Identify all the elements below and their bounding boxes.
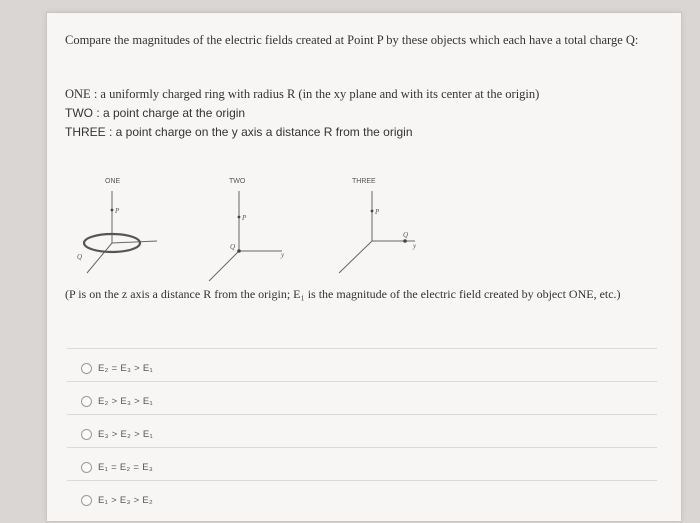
question-card	[46, 12, 682, 522]
figure-three-p: P	[375, 208, 380, 216]
divider	[67, 480, 657, 481]
radio-button[interactable]	[81, 396, 92, 407]
divider	[67, 348, 657, 349]
figure-three-q: Q	[403, 231, 409, 239]
point-charge-two	[237, 249, 241, 253]
answer-option-3[interactable]	[81, 425, 153, 443]
radio-button[interactable]	[81, 363, 92, 374]
point-charge-three	[403, 239, 407, 243]
answer-option-2[interactable]	[81, 392, 153, 410]
figure-three-label: THREE	[352, 178, 376, 185]
object-definitions	[65, 85, 539, 142]
figure-two-label: TWO	[229, 178, 246, 185]
point-p-three	[371, 210, 374, 213]
figure-one-label: ONE	[105, 178, 121, 185]
answer-option-label: E₃ > E₂ > E₁	[98, 428, 154, 440]
figure-three-y: y	[413, 242, 417, 250]
answer-option-1[interactable]	[81, 359, 153, 377]
charge-configuration-figure	[67, 173, 447, 293]
figure-one-p: P	[115, 207, 120, 215]
divider	[67, 414, 657, 415]
figure-two-q: Q	[230, 243, 236, 251]
answer-option-4[interactable]	[81, 458, 153, 476]
radio-button[interactable]	[81, 495, 92, 506]
figure-two-y: y	[281, 251, 285, 259]
definition-one: ONE : a uniformly charged ring with radius R (in the xy plane and with its center at the origin)	[65, 87, 540, 101]
answer-option-5[interactable]	[81, 491, 153, 509]
figure-caption: (P is on the z axis a distance R from the origin; E₁ is the magnitude of the electric field created by object ONE, etc.)	[65, 287, 621, 301]
answer-option-label: E₂ > E₃ > E₁	[98, 395, 154, 407]
divider	[67, 447, 657, 448]
figure-one-q: Q	[77, 253, 83, 261]
figure-two	[209, 178, 285, 281]
answer-option-label: E₁ = E₂ = E₃	[98, 461, 154, 473]
answer-option-label: E₂ = E₃ > E₁	[98, 362, 154, 374]
radio-button[interactable]	[81, 429, 92, 440]
definition-two: TWO : a point charge at the origin	[65, 106, 246, 120]
figure-three	[339, 178, 417, 273]
answer-option-label: E₁ > E₃ > E₂	[98, 494, 154, 506]
question-prompt: Compare the magnitudes of the electric fields created at Point P by these objects which each have a total charge Q:	[65, 33, 639, 47]
definition-three: THREE : a point charge on the y axis a distance R from the origin	[65, 125, 413, 139]
radio-button[interactable]	[81, 462, 92, 473]
divider	[67, 381, 657, 382]
point-p-one	[111, 209, 114, 212]
figure-two-p: P	[242, 214, 247, 222]
figure-one	[77, 178, 157, 273]
point-p-two	[238, 216, 241, 219]
